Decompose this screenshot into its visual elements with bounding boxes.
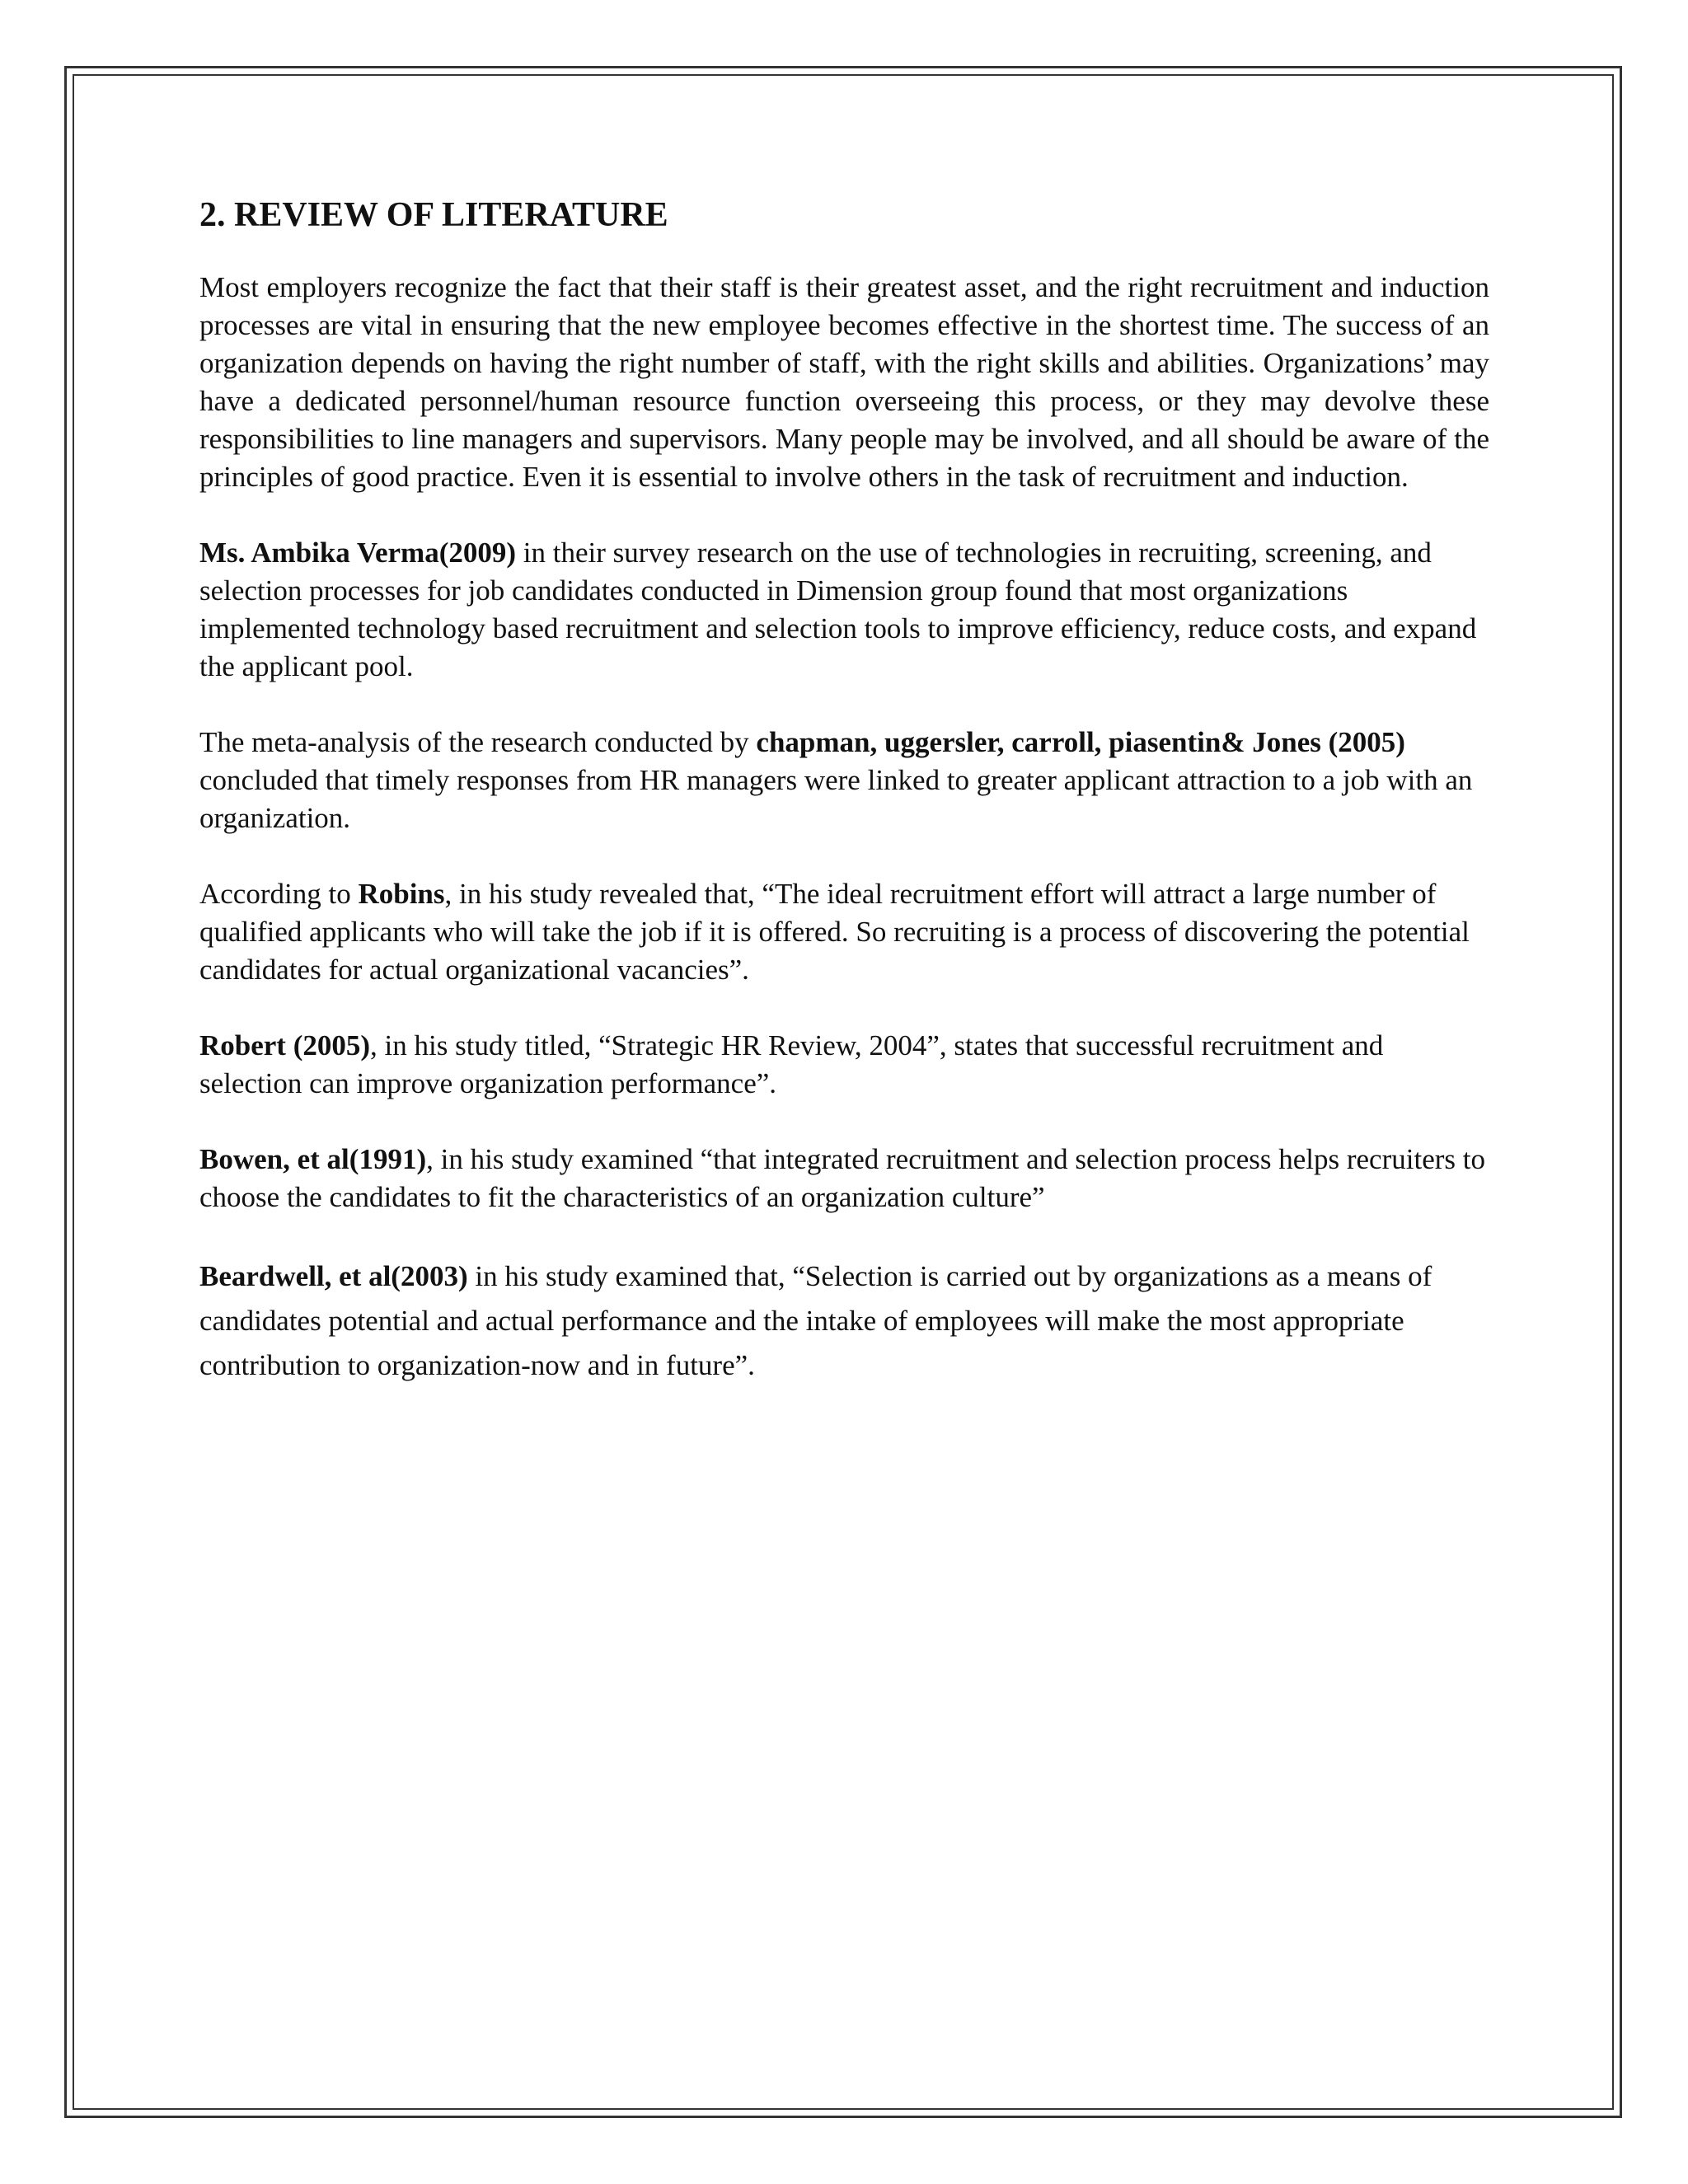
intro-paragraph — [199, 269, 1489, 496]
verma-paragraph — [199, 534, 1489, 686]
bowen-paragraph — [199, 1141, 1489, 1216]
robert-text: , in his study titled, “Strategic HR Review, 2004”, states that successful recruitment and selection can improve organization performance”. — [199, 1029, 1384, 1100]
robins-text: , in his study revealed that, “The ideal recruitment effort will attract a large number of qualified applicants who will take the job if it is offered. So recruiting is a process of discovering the potential candidates for actual organizational vacancies”. — [199, 878, 1470, 987]
robins-citation: Robins — [358, 878, 445, 911]
section-heading: 2. REVIEW OF LITERATURE — [199, 196, 668, 234]
beardwell-paragraph — [199, 1254, 1489, 1388]
bowen-text: , in his study examined “that integrated recruitment and selection process helps recruiters to choose the candidates to fit the characteristics of an organization culture” — [199, 1143, 1485, 1214]
robins-lead: According to — [199, 878, 359, 911]
robins-paragraph — [199, 875, 1489, 989]
robert-paragraph — [199, 1027, 1489, 1103]
chapman-paragraph — [199, 724, 1489, 837]
bowen-citation: Bowen, et al(1991) — [199, 1143, 427, 1176]
verma-text: in their survey research on the use of technologies in recruiting, screening, and selection processes for job candidates conducted in Dimension group found that most organizations implemented technology based recruitment and selection tools to improve efficiency, reduce costs, and expand the applicant pool. — [199, 537, 1477, 683]
robert-citation: Robert (2005) — [199, 1029, 371, 1062]
chapman-lead: The meta-analysis of the research conducted by — [199, 726, 757, 759]
beardwell-text: in his study examined that, “Selection is carried out by organizations as a means of candidates potential and actual performance and the intake of employees will make the most appropriate contribution to organization-now and in future”. — [199, 1260, 1432, 1382]
document-content — [199, 194, 1489, 1426]
intro-text: Most employers recognize the fact that their staff is their greatest asset, and the right recruitment and induction processes are vital in ensuring that the new employee becomes effective in the shortest time. The success of an organization depends on having the right number of staff, with the right skills and abilities. Organizations’ may have a dedicated personnel/human resource function overseeing this process, or they may devolve these responsibilities to line managers and supervisors. Many people may be involved, and all should be aware of the principles of good practice. Even it is essential to involve others in the task of recruitment and induction. — [199, 271, 1489, 494]
verma-citation: Ms. Ambika Verma(2009) — [199, 537, 517, 569]
chapman-text: concluded that timely responses from HR managers were linked to greater applicant attraction to a job with an organization. — [199, 764, 1473, 835]
beardwell-citation: Beardwell, et al(2003) — [199, 1260, 468, 1293]
chapman-citation: chapman, uggersler, carroll, piasentin& Jones (2005) — [756, 726, 1405, 759]
